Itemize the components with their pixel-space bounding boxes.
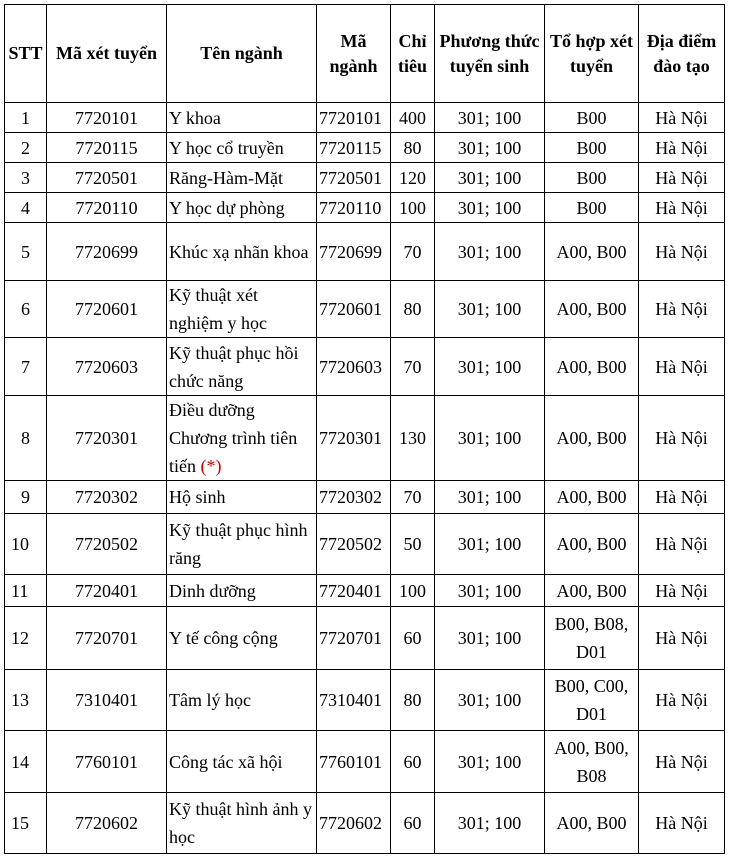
cell-phuong-thuc — [435, 793, 545, 854]
cell-phuong-thuc — [435, 223, 545, 281]
cell-to-hop — [545, 193, 639, 223]
cell-dia-diem-text: Hà Nội — [655, 241, 708, 262]
cell-stt — [5, 193, 47, 223]
cell-phuong-thuc — [435, 193, 545, 223]
table-row — [5, 670, 725, 731]
cell-stt-text: 13 — [11, 690, 29, 710]
cell-stt-text: 11 — [11, 580, 29, 601]
cell-to-hop-text: A00, B00 — [556, 487, 627, 507]
cell-dia-diem-text: Hà Nội — [655, 137, 708, 158]
cell-ten-nganh — [167, 575, 317, 607]
cell-stt-text: 1 — [21, 107, 30, 128]
header-ma-xet-tuyen: Mã xét tuyển — [47, 5, 167, 103]
table-row — [5, 731, 725, 793]
cell-ten-nganh — [167, 133, 317, 163]
cell-ma-xet-tuyen — [47, 163, 167, 193]
table-row — [5, 223, 725, 281]
cell-ten-nganh — [167, 223, 317, 281]
cell-chi-tieu-text: 80 — [403, 299, 422, 319]
cell-ma-nganh-text: 7720701 — [319, 628, 382, 648]
cell-phuong-thuc — [435, 481, 545, 514]
cell-ten-nganh — [167, 396, 317, 481]
cell-dia-diem — [639, 575, 725, 607]
cell-ma-xet-tuyen — [47, 396, 167, 481]
cell-stt-text: 10 — [11, 534, 29, 554]
cell-ma-xet-tuyen-text: 7720401 — [75, 580, 138, 601]
cell-ma-nganh-text: 7720110 — [319, 197, 382, 218]
cell-phuong-thuc-text: 301; 100 — [457, 487, 522, 507]
cell-phuong-thuc — [435, 670, 545, 731]
cell-phuong-thuc — [435, 103, 545, 133]
cell-dia-diem — [639, 731, 725, 793]
cell-ma-xet-tuyen — [47, 575, 167, 607]
cell-phuong-thuc — [435, 133, 545, 163]
cell-dia-diem — [639, 133, 725, 163]
cell-chi-tieu-text: 130 — [399, 428, 426, 448]
cell-phuong-thuc-text: 301; 100 — [457, 428, 522, 448]
table-row — [5, 281, 725, 338]
cell-chi-tieu — [391, 163, 435, 193]
cell-to-hop-text: B00 — [576, 167, 607, 188]
cell-ma-nganh-text: 7720301 — [319, 428, 382, 448]
cell-ma-xet-tuyen-text: 7720115 — [75, 137, 138, 158]
cell-phuong-thuc-text: 301; 100 — [457, 534, 522, 554]
cell-chi-tieu-text: 100 — [399, 197, 426, 218]
cell-stt-text: 14 — [11, 751, 29, 772]
cell-dia-diem — [639, 607, 725, 670]
cell-stt — [5, 793, 47, 854]
cell-dia-diem-text: Hà Nội — [655, 299, 708, 319]
cell-to-hop-text: B00 — [576, 137, 607, 158]
cell-chi-tieu-text: 60 — [403, 628, 422, 648]
cell-ten-nganh — [167, 670, 317, 731]
cell-dia-diem-text: Hà Nội — [655, 690, 708, 710]
cell-ten-nganh-text: Hộ sinh — [169, 487, 226, 507]
table-row — [5, 163, 725, 193]
table-row — [5, 793, 725, 854]
cell-to-hop-text: A00, B00, B08 — [554, 737, 629, 786]
cell-stt-text: 15 — [11, 813, 29, 833]
cell-ma-xet-tuyen — [47, 281, 167, 338]
cell-phuong-thuc — [435, 575, 545, 607]
cell-dia-diem-text: Hà Nội — [655, 428, 708, 448]
cell-ten-nganh — [167, 103, 317, 133]
header-chi-tieu: Chỉ tiêu — [391, 5, 435, 103]
cell-ma-nganh-text: 7720603 — [319, 356, 382, 377]
cell-ten-nganh — [167, 514, 317, 575]
cell-dia-diem — [639, 281, 725, 338]
cell-chi-tieu — [391, 396, 435, 481]
cell-to-hop — [545, 575, 639, 607]
cell-phuong-thuc — [435, 163, 545, 193]
cell-stt — [5, 396, 47, 481]
cell-ma-nganh-text: 7720699 — [319, 241, 382, 262]
cell-ten-nganh — [167, 163, 317, 193]
cell-to-hop — [545, 731, 639, 793]
cell-dia-diem — [639, 793, 725, 854]
cell-dia-diem-text: Hà Nội — [655, 487, 708, 507]
cell-ten-nganh-text: Y khoa — [169, 107, 221, 128]
cell-to-hop-text: A00, B00 — [556, 534, 627, 554]
cell-stt — [5, 338, 47, 396]
table-body — [5, 103, 725, 854]
cell-ma-nganh-text: 7310401 — [319, 690, 382, 710]
table-row — [5, 193, 725, 223]
cell-phuong-thuc-text: 301; 100 — [457, 241, 522, 262]
cell-chi-tieu-text: 60 — [403, 751, 422, 772]
cell-ma-nganh — [317, 575, 391, 607]
cell-dia-diem-text: Hà Nội — [655, 534, 708, 554]
cell-phuong-thuc-text: 301; 100 — [457, 813, 522, 833]
cell-ten-nganh — [167, 607, 317, 670]
cell-ma-nganh — [317, 281, 391, 338]
cell-ma-xet-tuyen-text: 7720302 — [75, 487, 138, 507]
cell-stt-text: 4 — [21, 197, 30, 218]
cell-stt-text: 8 — [21, 428, 30, 448]
cell-chi-tieu — [391, 793, 435, 854]
cell-chi-tieu-text: 50 — [403, 534, 422, 554]
cell-stt — [5, 281, 47, 338]
cell-to-hop — [545, 670, 639, 731]
cell-chi-tieu — [391, 193, 435, 223]
cell-ma-xet-tuyen — [47, 103, 167, 133]
cell-ten-nganh — [167, 793, 317, 854]
cell-chi-tieu-text: 100 — [399, 580, 426, 601]
cell-stt — [5, 607, 47, 670]
cell-ma-xet-tuyen — [47, 607, 167, 670]
cell-phuong-thuc-text: 301; 100 — [457, 751, 522, 772]
cell-to-hop — [545, 607, 639, 670]
cell-stt-text: 12 — [11, 628, 29, 648]
header-ten-nganh: Tên ngành — [167, 5, 317, 103]
cell-dia-diem — [639, 193, 725, 223]
cell-chi-tieu-text: 80 — [403, 137, 422, 158]
cell-phuong-thuc-text: 301; 100 — [457, 167, 522, 188]
cell-ma-nganh — [317, 133, 391, 163]
cell-to-hop — [545, 133, 639, 163]
cell-ma-xet-tuyen-text: 7720602 — [75, 813, 138, 833]
cell-phuong-thuc-text: 301; 100 — [457, 356, 522, 377]
cell-ma-xet-tuyen — [47, 670, 167, 731]
cell-dia-diem-text: Hà Nội — [655, 107, 708, 128]
cell-ma-nganh — [317, 193, 391, 223]
header-to-hop: Tổ hợp xét tuyển — [545, 5, 639, 103]
cell-stt-text: 6 — [21, 299, 30, 319]
cell-phuong-thuc-text: 301; 100 — [457, 690, 522, 710]
cell-chi-tieu — [391, 481, 435, 514]
cell-ma-nganh — [317, 607, 391, 670]
table-row — [5, 133, 725, 163]
cell-ma-nganh-text: 7720302 — [319, 487, 382, 507]
cell-dia-diem-text: Hà Nội — [655, 356, 708, 377]
cell-phuong-thuc-text: 301; 100 — [457, 137, 522, 158]
cell-stt — [5, 514, 47, 575]
cell-phuong-thuc-text: 301; 100 — [457, 628, 522, 648]
cell-stt — [5, 163, 47, 193]
cell-ma-xet-tuyen — [47, 338, 167, 396]
cell-to-hop-text: A00, B00 — [556, 299, 627, 319]
cell-dia-diem-text: Hà Nội — [655, 813, 708, 833]
cell-stt-text: 9 — [21, 487, 30, 507]
table-row — [5, 338, 725, 396]
cell-to-hop-text: A00, B00 — [556, 813, 627, 833]
cell-ten-nganh-text: Răng-Hàm-Mặt — [169, 167, 283, 188]
cell-ten-nganh-text: Y tế công cộng — [169, 628, 278, 648]
cell-ma-xet-tuyen-text: 7720701 — [75, 628, 138, 648]
cell-ma-xet-tuyen — [47, 481, 167, 514]
cell-ma-nganh-text: 7720502 — [319, 534, 382, 554]
cell-ma-xet-tuyen-text: 7760101 — [75, 751, 138, 772]
cell-stt-text: 7 — [21, 356, 30, 377]
cell-dia-diem-text: Hà Nội — [655, 751, 708, 772]
cell-ma-xet-tuyen-text: 7720301 — [75, 428, 138, 448]
cell-ma-xet-tuyen-text: 7720502 — [75, 534, 138, 554]
header-stt: STT — [5, 5, 47, 103]
cell-chi-tieu — [391, 670, 435, 731]
cell-dia-diem-text: Hà Nội — [655, 197, 708, 218]
cell-ma-nganh-text: 7720401 — [319, 580, 382, 601]
cell-chi-tieu-text: 400 — [399, 107, 426, 128]
cell-ma-nganh — [317, 223, 391, 281]
cell-to-hop-text: B00, C00, D01 — [554, 676, 629, 724]
cell-chi-tieu — [391, 103, 435, 133]
cell-ma-xet-tuyen — [47, 793, 167, 854]
cell-ten-nganh — [167, 338, 317, 396]
table-row — [5, 481, 725, 514]
cell-dia-diem-text: Hà Nội — [655, 167, 708, 188]
cell-chi-tieu-text: 70 — [403, 356, 422, 377]
cell-ma-nganh — [317, 338, 391, 396]
cell-dia-diem-text: Hà Nội — [655, 580, 708, 601]
cell-chi-tieu-text: 120 — [399, 167, 426, 188]
cell-phuong-thuc — [435, 281, 545, 338]
admissions-table — [4, 4, 725, 854]
header-phuong-thuc: Phương thức tuyển sinh — [435, 5, 545, 103]
cell-ma-xet-tuyen — [47, 223, 167, 281]
cell-chi-tieu — [391, 607, 435, 670]
cell-phuong-thuc-text: 301; 100 — [457, 107, 522, 128]
cell-ma-nganh — [317, 396, 391, 481]
cell-ma-nganh — [317, 163, 391, 193]
cell-chi-tieu-text: 70 — [403, 487, 422, 507]
header-ma-nganh: Mã ngành — [317, 5, 391, 103]
header-dia-diem: Địa điểm đào tạo — [639, 5, 725, 103]
cell-ten-nganh-text: Tâm lý học — [169, 690, 251, 710]
cell-dia-diem — [639, 514, 725, 575]
cell-to-hop — [545, 163, 639, 193]
cell-to-hop — [545, 481, 639, 514]
cell-dia-diem — [639, 396, 725, 481]
cell-to-hop — [545, 103, 639, 133]
table-row — [5, 396, 725, 481]
cell-ten-nganh-text: Công tác xã hội — [169, 751, 283, 772]
cell-ma-nganh-text: 7720601 — [319, 299, 382, 319]
cell-ma-xet-tuyen-text: 7310401 — [75, 690, 138, 710]
cell-chi-tieu-text: 70 — [403, 241, 422, 262]
cell-to-hop-text: B00, B08, D01 — [554, 614, 629, 662]
cell-ten-nganh — [167, 193, 317, 223]
cell-to-hop-text: B00 — [576, 197, 607, 218]
cell-chi-tieu — [391, 281, 435, 338]
cell-ten-nganh-text: Điều dưỡng Chương trình tiên tiến — [169, 400, 298, 476]
cell-dia-diem — [639, 103, 725, 133]
cell-phuong-thuc-text: 301; 100 — [457, 299, 522, 319]
cell-chi-tieu-text: 60 — [403, 813, 422, 833]
cell-ten-nganh-text: Kỹ thuật phục hồi chức năng — [169, 342, 299, 391]
cell-ma-xet-tuyen-text: 7720603 — [75, 356, 138, 377]
cell-stt — [5, 133, 47, 163]
cell-chi-tieu — [391, 575, 435, 607]
table-row — [5, 514, 725, 575]
cell-to-hop — [545, 396, 639, 481]
cell-ten-nganh — [167, 731, 317, 793]
cell-to-hop — [545, 793, 639, 854]
cell-phuong-thuc-text: 301; 100 — [457, 197, 522, 218]
cell-ma-nganh — [317, 670, 391, 731]
table-row — [5, 575, 725, 607]
cell-dia-diem — [639, 338, 725, 396]
cell-phuong-thuc — [435, 396, 545, 481]
table-row — [5, 607, 725, 670]
cell-ma-nganh-text: 7760101 — [319, 751, 382, 772]
cell-ten-nganh-text: Khúc xạ nhãn khoa — [169, 241, 309, 262]
cell-ma-xet-tuyen — [47, 133, 167, 163]
cell-stt-text: 2 — [21, 137, 30, 158]
cell-ten-nganh — [167, 281, 317, 338]
cell-ma-xet-tuyen — [47, 193, 167, 223]
cell-stt-text: 3 — [21, 167, 30, 188]
cell-ma-nganh-text: 7720101 — [319, 107, 382, 128]
cell-ma-xet-tuyen-text: 7720699 — [75, 241, 138, 262]
cell-stt — [5, 731, 47, 793]
cell-dia-diem — [639, 670, 725, 731]
cell-ma-nganh — [317, 103, 391, 133]
cell-to-hop — [545, 514, 639, 575]
cell-chi-tieu — [391, 514, 435, 575]
cell-chi-tieu — [391, 223, 435, 281]
cell-stt — [5, 481, 47, 514]
cell-ma-xet-tuyen-text: 7720101 — [75, 107, 138, 128]
cell-stt — [5, 223, 47, 281]
cell-ten-nganh-text: Kỹ thuật hình ảnh y học — [169, 799, 312, 847]
cell-phuong-thuc — [435, 514, 545, 575]
cell-chi-tieu — [391, 133, 435, 163]
cell-dia-diem — [639, 223, 725, 281]
cell-ten-nganh-text: Y học cổ truyền — [169, 137, 284, 158]
cell-phuong-thuc — [435, 731, 545, 793]
cell-stt — [5, 103, 47, 133]
cell-chi-tieu-text: 80 — [403, 690, 422, 710]
cell-stt-text: 5 — [21, 241, 30, 262]
cell-ten-nganh-text: Kỹ thuật phục hình răng — [169, 520, 308, 568]
cell-ma-nganh-text: 7720115 — [319, 137, 382, 158]
header-row — [5, 5, 725, 103]
cell-to-hop-text: A00, B00 — [556, 428, 627, 448]
cell-ten-nganh-text: Y học dự phòng — [169, 197, 285, 218]
cell-ma-xet-tuyen — [47, 514, 167, 575]
cell-ma-xet-tuyen-text: 7720501 — [75, 167, 138, 188]
cell-phuong-thuc — [435, 607, 545, 670]
cell-ma-nganh-text: 7720501 — [319, 167, 382, 188]
cell-ma-nganh — [317, 514, 391, 575]
cell-ten-nganh-text: Dinh dưỡng — [169, 580, 256, 601]
cell-ma-xet-tuyen-text: 7720601 — [75, 299, 138, 319]
cell-phuong-thuc — [435, 338, 545, 396]
cell-ma-nganh — [317, 793, 391, 854]
cell-ma-xet-tuyen — [47, 731, 167, 793]
cell-dia-diem — [639, 481, 725, 514]
note-marker: (*) — [200, 456, 222, 476]
cell-ten-nganh — [167, 481, 317, 514]
cell-to-hop — [545, 281, 639, 338]
cell-stt — [5, 575, 47, 607]
cell-chi-tieu — [391, 338, 435, 396]
cell-ma-nganh — [317, 481, 391, 514]
cell-stt — [5, 670, 47, 731]
cell-ma-nganh-text: 7720602 — [319, 813, 382, 833]
cell-ma-xet-tuyen-text: 7720110 — [75, 197, 138, 218]
cell-to-hop-text: A00, B00 — [556, 580, 627, 601]
cell-ma-nganh — [317, 731, 391, 793]
cell-dia-diem — [639, 163, 725, 193]
cell-chi-tieu — [391, 731, 435, 793]
cell-to-hop-text: B00 — [576, 107, 607, 128]
cell-to-hop-text: A00, B00 — [556, 356, 627, 377]
cell-to-hop-text: A00, B00 — [556, 241, 627, 262]
table-row — [5, 103, 725, 133]
cell-to-hop — [545, 338, 639, 396]
cell-phuong-thuc-text: 301; 100 — [457, 580, 522, 601]
cell-ten-nganh-text: Kỹ thuật xét nghiệm y học — [169, 285, 267, 333]
cell-to-hop — [545, 223, 639, 281]
cell-dia-diem-text: Hà Nội — [655, 628, 708, 648]
